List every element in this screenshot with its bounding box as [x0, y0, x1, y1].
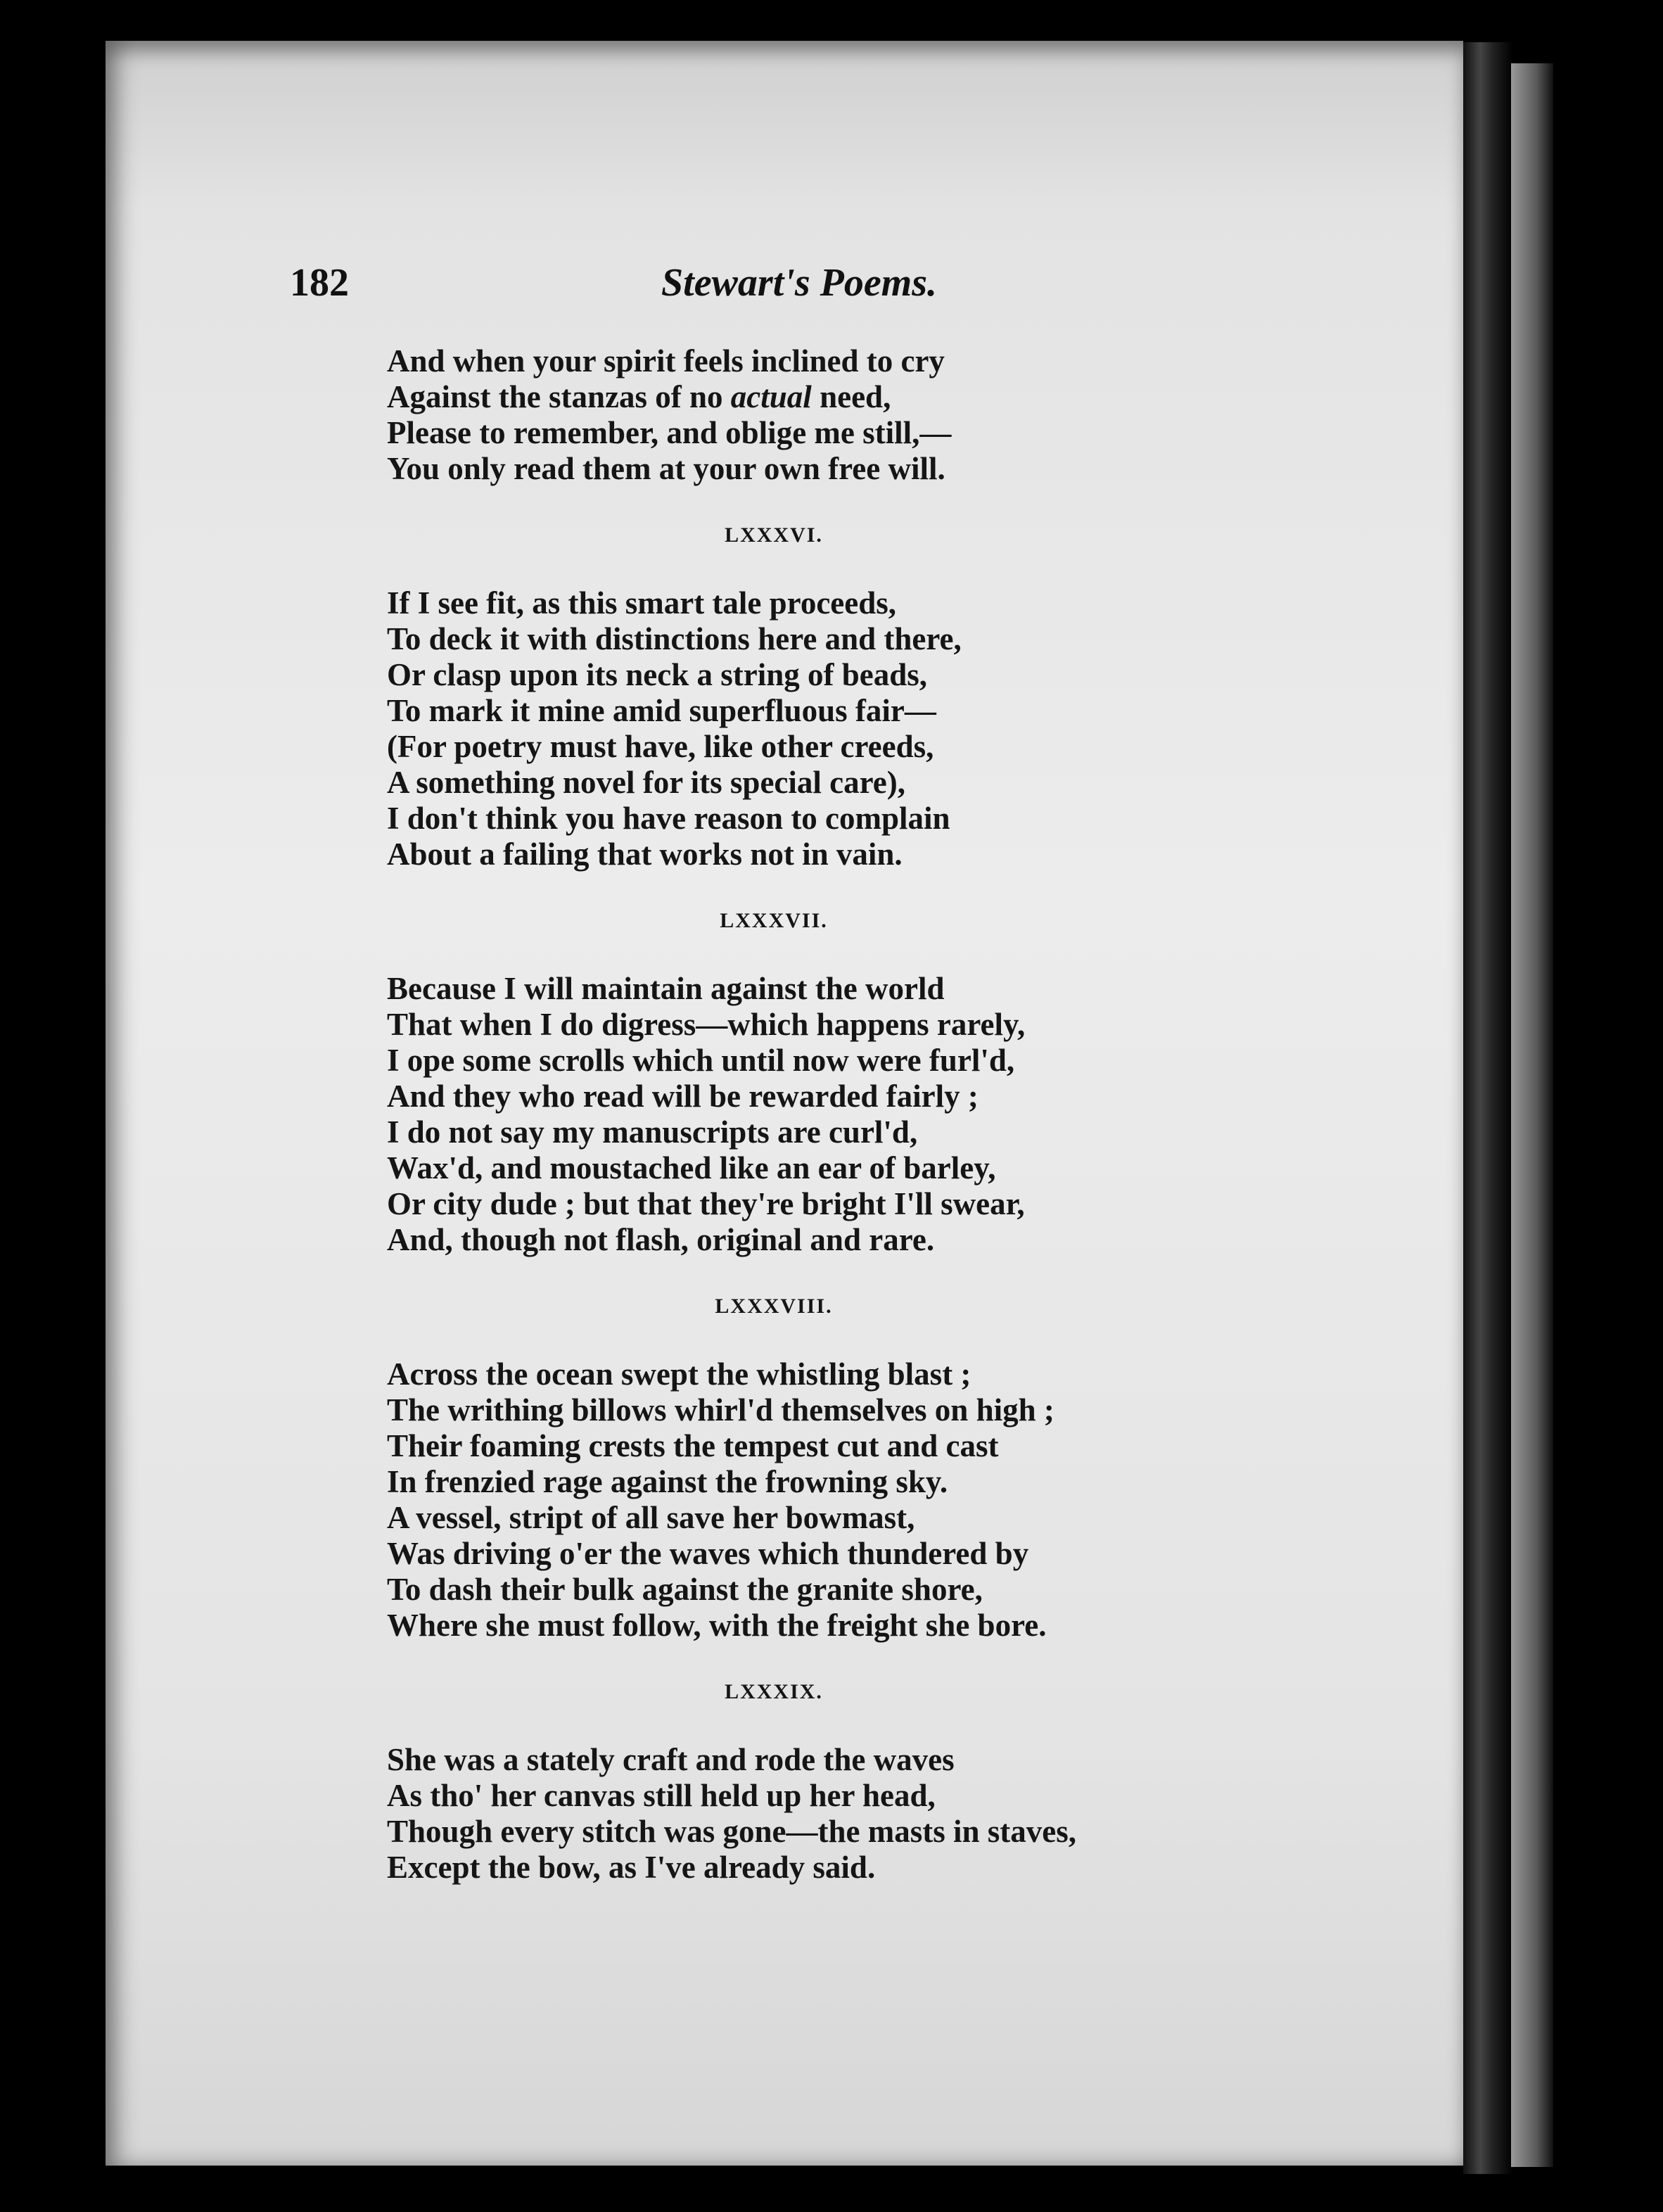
poem-line: (For poetry must have, like other creeds, — [387, 729, 934, 764]
poem-line: Across the ocean swept the whistling blast ; — [387, 1356, 971, 1392]
poem-line: To mark it mine amid superfluous fair— — [387, 693, 936, 728]
poem-line: I don't think you have reason to complain — [387, 801, 950, 836]
stanza-numeral: LXXXVIII. — [715, 1295, 833, 1318]
poem-line: To deck it with distinctions here and there, — [387, 621, 962, 656]
stanza-numeral: LXXXIX. — [725, 1680, 823, 1703]
poem-line: That when I do digress—which happens rarely, — [387, 1007, 1026, 1042]
poem-line: Was driving o'er the waves which thundered by — [387, 1536, 1029, 1571]
poem-line: I do not say my manuscripts are curl'd, — [387, 1114, 918, 1150]
stanza — [387, 585, 1372, 872]
stanza — [387, 1356, 1372, 1644]
poem-line: A something novel for its special care), — [387, 765, 906, 800]
poem-line: Against the stanzas of no actual need, — [387, 379, 891, 414]
poem-line: As tho' her canvas still held up her head, — [387, 1778, 936, 1813]
poem-line: Their foaming crests the tempest cut and cast — [387, 1428, 999, 1463]
poem-line: Except the bow, as I've already said. — [387, 1850, 876, 1885]
page-number: 182 — [290, 261, 349, 305]
poem-line: And they who read will be rewarded fairly ; — [387, 1079, 979, 1114]
poem-line: You only read them at your own free will. — [387, 451, 945, 486]
stanza — [387, 1742, 1372, 1886]
stanza — [387, 971, 1372, 1258]
poem-line: Though every stitch was gone—the masts in staves, — [387, 1814, 1077, 1849]
poem-line: Because I will maintain against the world — [387, 971, 945, 1006]
poem-line: And when your spirit feels inclined to cry — [387, 343, 945, 379]
emphasized-word: actual — [730, 379, 812, 414]
page-header — [106, 260, 1463, 317]
poem-line: In frenzied rage against the frowning sky. — [387, 1464, 948, 1499]
poem-line: And, though not flash, original and rare. — [387, 1222, 935, 1257]
facing-page-edge — [1511, 63, 1553, 2167]
poem-line: She was a stately craft and rode the waves — [387, 1742, 955, 1777]
poem-line: Where she must follow, with the freight she bore. — [387, 1608, 1047, 1643]
book-page — [106, 41, 1463, 2166]
poem-line: A vessel, stript of all save her bowmast, — [387, 1500, 915, 1535]
poem-line: About a failing that works not in vain. — [387, 837, 903, 872]
poem-line: If I see fit, as this smart tale proceeds, — [387, 585, 897, 621]
poem-line: To dash their bulk against the granite shore, — [387, 1572, 983, 1607]
stanza — [387, 343, 1372, 487]
poem-body — [387, 343, 1372, 1886]
stanza-numeral: LXXXVI. — [725, 523, 823, 547]
poem-line: The writhing billows whirl'd themselves on high ; — [387, 1392, 1054, 1428]
poem-line: Or clasp upon its neck a string of beads, — [387, 657, 928, 692]
poem-line: Wax'd, and moustached like an ear of barley, — [387, 1150, 996, 1186]
poem-line: Or city dude ; but that they're bright I'll swear, — [387, 1186, 1025, 1221]
running-title: Stewart's Poems. — [661, 261, 938, 305]
book-gutter — [1463, 42, 1512, 2174]
stanza-numeral: LXXXVII. — [720, 909, 828, 932]
poem-line: I ope some scrolls which until now were furl'd, — [387, 1043, 1015, 1078]
poem-line: Please to remember, and oblige me still,— — [387, 415, 952, 450]
